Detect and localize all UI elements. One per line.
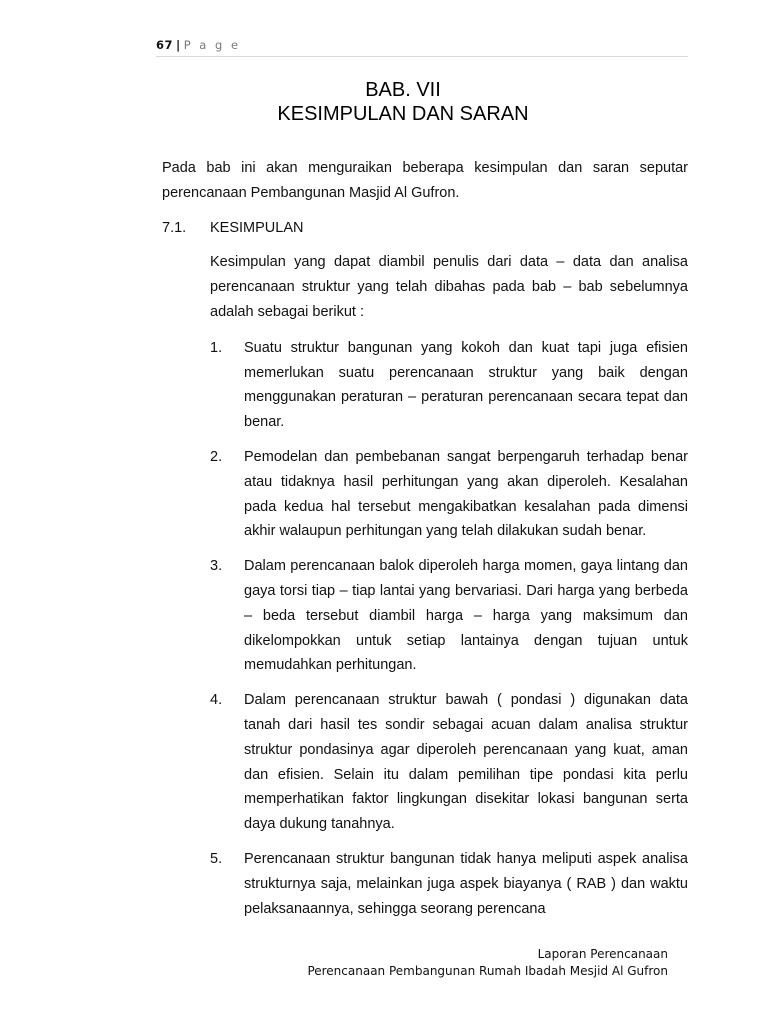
list-item: [210, 445, 688, 544]
list-item-text: Perencanaan struktur bangunan tidak hanya meliputi aspek analisa strukturnya saja, melainkan juga aspek biayanya ( RAB ) dan waktu pelaksanaannya, sehingga seorang perencana: [244, 850, 688, 917]
section-title: KESIMPULAN: [210, 219, 304, 236]
page-header: [156, 38, 688, 57]
page-footer: [307, 946, 668, 980]
list-item-text: Pemodelan dan pembebanan sangat berpengaruh terhadap benar atau tidaknya hasil perhitungan yang akan diperoleh. Kesalahan pada kedua hal tersebut mengakibatkan kesalahan pada dimensi akhir walaupun perhitungan yang telah dilakukan sudah benar.: [244, 448, 688, 540]
page-number: 67: [156, 38, 174, 52]
list-item: [210, 847, 688, 921]
list-item-text: Suatu struktur bangunan yang kokoh dan kuat tapi juga efisien memerlukan suatu perencanaan struktur yang baik dengan menggunakan peraturan – peraturan perencanaan secara tepat dan benar.: [244, 339, 688, 431]
chapter-title: [156, 78, 650, 126]
list-item-number: 1.: [210, 339, 223, 356]
page-separator: |: [176, 38, 181, 52]
document-body: [162, 156, 688, 931]
list-item: [210, 554, 688, 678]
list-item-text: Dalam perencanaan balok diperoleh harga momen, gaya lintang dan gaya torsi tiap – tiap lantai yang bervariasi. Dari harga yang berbeda – beda tersebut diambil harga – harga yang maksimum dan dikelompokkan untuk setiap lantainya dengan tujuan untuk memudahkan perhitungan.: [244, 558, 688, 674]
footer-project-title: Perencanaan Pembangunan Rumah Ibadah Mesjid Al Gufron: [307, 964, 668, 978]
list-item-number: 5.: [210, 850, 223, 867]
list-item: [210, 336, 688, 435]
page-label: P a g e: [183, 38, 241, 52]
conclusion-list: [210, 336, 688, 922]
chapter-number: BAB. VII: [365, 79, 441, 101]
chapter-name: KESIMPULAN DAN SARAN: [277, 103, 529, 125]
section-number: 7.1.: [162, 219, 187, 236]
section-lead-paragraph: Kesimpulan yang dapat diambil penulis dari data – data dan analisa perencanaan struktur yang telah dibahas pada bab – bab sebelumnya adalah sebagai berikut :: [210, 254, 688, 320]
intro-paragraph: Pada bab ini akan menguraikan beberapa kesimpulan dan saran seputar perencanaan Pembangunan Masjid Al Gufron.: [162, 160, 688, 201]
list-item-number: 4.: [210, 692, 223, 709]
list-item-number: 2.: [210, 448, 223, 465]
list-item-text: Dalam perencanaan struktur bawah ( pondasi ) digunakan data tanah dari hasil tes sondir sebagai acuan dalam analisa struktur struktur pondasinya agar diperoleh perencanaan yang kuat, aman dan efisien. Selain itu dalam pemilihan tipe pondasi kita perlu memperhatikan faktor lingkungan disekitar lokasi bangunan serta daya dukung tanahnya.: [244, 692, 688, 833]
footer-report-label: Laporan Perencanaan: [537, 947, 668, 961]
list-item: [210, 688, 688, 837]
list-item-number: 3.: [210, 558, 223, 575]
section-heading: [162, 216, 688, 241]
